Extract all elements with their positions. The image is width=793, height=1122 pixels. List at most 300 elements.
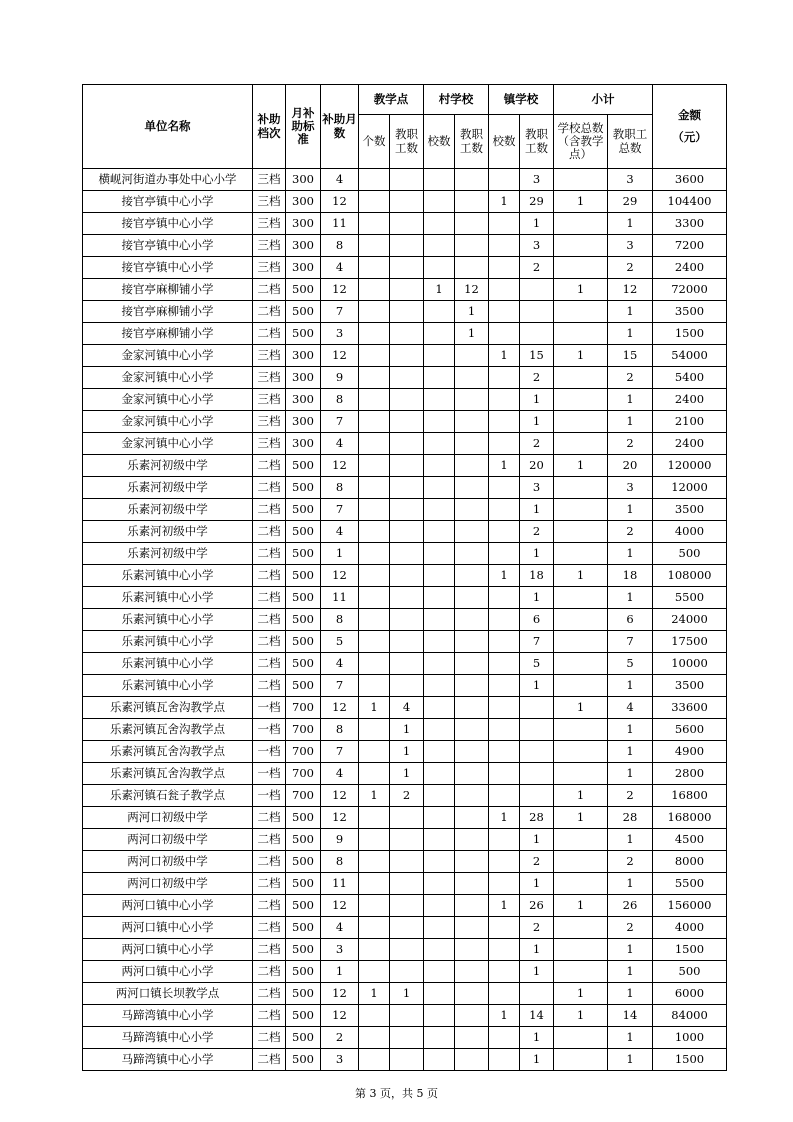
cell-vs-count <box>424 345 455 367</box>
cell-tp-count <box>359 345 390 367</box>
cell-monthly-standard: 700 <box>286 719 321 741</box>
table-row <box>83 477 727 499</box>
cell-monthly-standard: 700 <box>286 697 321 719</box>
cell-ts-count <box>489 851 520 873</box>
cell-unit-name: 两河口镇中心小学 <box>83 961 253 983</box>
cell-st-schools <box>554 235 608 257</box>
cell-ts-staff <box>520 785 554 807</box>
cell-tp-count <box>359 235 390 257</box>
cell-vs-count <box>424 983 455 1005</box>
cell-ts-count <box>489 389 520 411</box>
cell-st-schools <box>554 1027 608 1049</box>
cell-subsidy-months: 4 <box>321 433 359 455</box>
table-row <box>83 675 727 697</box>
cell-tp-count <box>359 587 390 609</box>
cell-subsidy-months: 7 <box>321 741 359 763</box>
cell-ts-count <box>489 763 520 785</box>
cell-vs-staff <box>455 939 489 961</box>
cell-amount: 3500 <box>653 301 727 323</box>
cell-subsidy-months: 9 <box>321 829 359 851</box>
cell-vs-staff <box>455 851 489 873</box>
cell-amount: 1000 <box>653 1027 727 1049</box>
cell-monthly-standard: 300 <box>286 367 321 389</box>
table-row <box>83 543 727 565</box>
cell-unit-name: 两河口初级中学 <box>83 829 253 851</box>
cell-amount: 5600 <box>653 719 727 741</box>
cell-st-staff: 3 <box>608 477 653 499</box>
cell-st-schools: 1 <box>554 565 608 587</box>
cell-monthly-standard: 300 <box>286 169 321 191</box>
cell-vs-count <box>424 213 455 235</box>
table-row <box>83 367 727 389</box>
cell-tp-staff <box>390 609 424 631</box>
table-row <box>83 433 727 455</box>
cell-ts-staff: 2 <box>520 521 554 543</box>
cell-st-staff: 1 <box>608 389 653 411</box>
cell-subsidy-tier: 一档 <box>253 741 286 763</box>
header-teaching-point: 教学点 <box>359 85 424 115</box>
cell-vs-count <box>424 499 455 521</box>
cell-ts-staff: 1 <box>520 389 554 411</box>
table-row <box>83 697 727 719</box>
table-row <box>83 345 727 367</box>
cell-subsidy-months: 3 <box>321 323 359 345</box>
cell-st-schools <box>554 1049 608 1071</box>
cell-st-staff: 1 <box>608 587 653 609</box>
cell-ts-count <box>489 1027 520 1049</box>
cell-tp-staff <box>390 389 424 411</box>
cell-ts-count <box>489 213 520 235</box>
cell-amount: 5500 <box>653 873 727 895</box>
header-subtotal: 小计 <box>554 85 653 115</box>
cell-ts-staff: 6 <box>520 609 554 631</box>
cell-tp-count <box>359 895 390 917</box>
cell-st-schools: 1 <box>554 895 608 917</box>
table-row <box>83 301 727 323</box>
cell-vs-count <box>424 697 455 719</box>
cell-tp-count <box>359 477 390 499</box>
cell-monthly-standard: 300 <box>286 257 321 279</box>
cell-vs-staff <box>455 719 489 741</box>
cell-vs-staff <box>455 235 489 257</box>
cell-subsidy-months: 1 <box>321 543 359 565</box>
cell-vs-count <box>424 301 455 323</box>
cell-unit-name: 乐素河镇中心小学 <box>83 609 253 631</box>
cell-vs-count <box>424 411 455 433</box>
cell-vs-count <box>424 257 455 279</box>
cell-ts-staff: 1 <box>520 587 554 609</box>
cell-subsidy-months: 4 <box>321 763 359 785</box>
cell-unit-name: 两河口初级中学 <box>83 873 253 895</box>
cell-amount: 33600 <box>653 697 727 719</box>
cell-st-schools <box>554 719 608 741</box>
cell-amount: 4500 <box>653 829 727 851</box>
cell-ts-count <box>489 697 520 719</box>
table-row <box>83 631 727 653</box>
cell-st-staff: 1 <box>608 323 653 345</box>
cell-subsidy-months: 12 <box>321 807 359 829</box>
cell-amount: 1500 <box>653 323 727 345</box>
cell-tp-count <box>359 939 390 961</box>
cell-vs-staff <box>455 741 489 763</box>
cell-st-schools <box>554 169 608 191</box>
cell-subsidy-months: 2 <box>321 1027 359 1049</box>
cell-vs-staff: 1 <box>455 301 489 323</box>
cell-amount: 2400 <box>653 257 727 279</box>
cell-ts-staff: 7 <box>520 631 554 653</box>
cell-subsidy-months: 12 <box>321 565 359 587</box>
cell-st-schools <box>554 433 608 455</box>
cell-tp-staff <box>390 675 424 697</box>
cell-vs-count <box>424 675 455 697</box>
cell-st-schools <box>554 257 608 279</box>
cell-st-schools <box>554 499 608 521</box>
cell-st-staff: 1 <box>608 741 653 763</box>
cell-tp-count <box>359 389 390 411</box>
cell-vs-count <box>424 367 455 389</box>
cell-vs-count <box>424 873 455 895</box>
cell-amount: 3500 <box>653 675 727 697</box>
cell-st-schools <box>554 631 608 653</box>
cell-unit-name: 乐素河镇石瓮子教学点 <box>83 785 253 807</box>
table-body <box>83 169 727 1071</box>
table-row <box>83 653 727 675</box>
cell-ts-count <box>489 719 520 741</box>
cell-ts-count <box>489 323 520 345</box>
cell-tp-staff <box>390 477 424 499</box>
cell-tp-staff <box>390 191 424 213</box>
cell-ts-staff: 1 <box>520 675 554 697</box>
cell-tp-staff <box>390 653 424 675</box>
cell-unit-name: 乐素河镇瓦舍沟教学点 <box>83 763 253 785</box>
cell-ts-count <box>489 917 520 939</box>
cell-st-schools <box>554 675 608 697</box>
cell-st-schools <box>554 851 608 873</box>
cell-tp-count: 1 <box>359 785 390 807</box>
header-tp-count: 个数 <box>359 115 390 169</box>
cell-st-staff: 7 <box>608 631 653 653</box>
cell-monthly-standard: 500 <box>286 829 321 851</box>
cell-ts-count <box>489 961 520 983</box>
cell-ts-count <box>489 653 520 675</box>
cell-ts-staff: 15 <box>520 345 554 367</box>
cell-tp-staff: 4 <box>390 697 424 719</box>
cell-unit-name: 乐素河初级中学 <box>83 499 253 521</box>
cell-vs-staff <box>455 961 489 983</box>
cell-vs-count <box>424 631 455 653</box>
cell-tp-count <box>359 521 390 543</box>
cell-tp-count <box>359 917 390 939</box>
cell-vs-count <box>424 433 455 455</box>
cell-unit-name: 金家河镇中心小学 <box>83 411 253 433</box>
cell-st-staff: 1 <box>608 411 653 433</box>
table-row <box>83 851 727 873</box>
cell-tp-staff <box>390 323 424 345</box>
cell-tp-count <box>359 1005 390 1027</box>
cell-amount: 2100 <box>653 411 727 433</box>
table-row <box>83 521 727 543</box>
cell-subsidy-months: 8 <box>321 851 359 873</box>
cell-st-schools <box>554 521 608 543</box>
cell-unit-name: 金家河镇中心小学 <box>83 433 253 455</box>
cell-ts-staff: 1 <box>520 1049 554 1071</box>
cell-subsidy-months: 12 <box>321 279 359 301</box>
cell-vs-count <box>424 741 455 763</box>
cell-ts-staff <box>520 301 554 323</box>
cell-st-schools <box>554 741 608 763</box>
cell-unit-name: 乐素河镇中心小学 <box>83 675 253 697</box>
table-row <box>83 1049 727 1071</box>
cell-vs-count <box>424 521 455 543</box>
cell-ts-count <box>489 367 520 389</box>
cell-tp-count <box>359 631 390 653</box>
cell-subsidy-tier: 二档 <box>253 1005 286 1027</box>
cell-unit-name: 乐素河初级中学 <box>83 455 253 477</box>
cell-vs-staff <box>455 829 489 851</box>
cell-tp-staff: 1 <box>390 719 424 741</box>
cell-ts-staff: 2 <box>520 851 554 873</box>
table-row <box>83 587 727 609</box>
cell-tp-count <box>359 565 390 587</box>
cell-monthly-standard: 500 <box>286 983 321 1005</box>
cell-tp-count <box>359 301 390 323</box>
cell-amount: 16800 <box>653 785 727 807</box>
cell-vs-staff <box>455 191 489 213</box>
cell-unit-name: 乐素河初级中学 <box>83 477 253 499</box>
cell-tp-count <box>359 675 390 697</box>
cell-tp-count <box>359 169 390 191</box>
cell-ts-staff: 14 <box>520 1005 554 1027</box>
cell-monthly-standard: 300 <box>286 411 321 433</box>
cell-ts-staff: 1 <box>520 543 554 565</box>
cell-unit-name: 接官亭镇中心小学 <box>83 257 253 279</box>
cell-subsidy-tier: 二档 <box>253 895 286 917</box>
cell-st-staff: 1 <box>608 873 653 895</box>
table-row <box>83 1005 727 1027</box>
cell-ts-count <box>489 939 520 961</box>
cell-subsidy-months: 5 <box>321 631 359 653</box>
cell-unit-name: 乐素河初级中学 <box>83 521 253 543</box>
cell-vs-staff <box>455 257 489 279</box>
table-row <box>83 983 727 1005</box>
cell-ts-staff: 2 <box>520 433 554 455</box>
cell-st-schools <box>554 873 608 895</box>
cell-vs-count <box>424 851 455 873</box>
table-row <box>83 917 727 939</box>
cell-monthly-standard: 500 <box>286 675 321 697</box>
cell-vs-count: 1 <box>424 279 455 301</box>
cell-vs-count <box>424 543 455 565</box>
header-vs-count: 校数 <box>424 115 455 169</box>
cell-vs-staff <box>455 213 489 235</box>
cell-ts-count <box>489 521 520 543</box>
cell-st-schools <box>554 609 608 631</box>
cell-ts-count <box>489 279 520 301</box>
cell-tp-staff <box>390 917 424 939</box>
cell-amount: 2400 <box>653 389 727 411</box>
cell-tp-count <box>359 873 390 895</box>
cell-ts-count <box>489 169 520 191</box>
cell-vs-staff <box>455 983 489 1005</box>
cell-monthly-standard: 500 <box>286 873 321 895</box>
cell-subsidy-tier: 二档 <box>253 279 286 301</box>
cell-amount: 17500 <box>653 631 727 653</box>
cell-tp-staff <box>390 631 424 653</box>
cell-monthly-standard: 300 <box>286 213 321 235</box>
cell-vs-staff <box>455 895 489 917</box>
cell-tp-staff <box>390 455 424 477</box>
cell-unit-name: 金家河镇中心小学 <box>83 389 253 411</box>
cell-st-schools: 1 <box>554 191 608 213</box>
cell-st-schools: 1 <box>554 785 608 807</box>
cell-subsidy-tier: 一档 <box>253 763 286 785</box>
cell-unit-name: 两河口镇长坝教学点 <box>83 983 253 1005</box>
table-row <box>83 895 727 917</box>
cell-monthly-standard: 500 <box>286 543 321 565</box>
cell-vs-staff <box>455 345 489 367</box>
cell-vs-count <box>424 455 455 477</box>
cell-ts-count <box>489 785 520 807</box>
cell-st-staff: 1 <box>608 983 653 1005</box>
cell-monthly-standard: 300 <box>286 191 321 213</box>
cell-vs-staff <box>455 763 489 785</box>
cell-amount: 84000 <box>653 1005 727 1027</box>
cell-st-schools <box>554 829 608 851</box>
table-row <box>83 235 727 257</box>
cell-ts-staff: 1 <box>520 213 554 235</box>
cell-st-staff: 1 <box>608 829 653 851</box>
cell-ts-staff: 2 <box>520 367 554 389</box>
cell-st-schools: 1 <box>554 983 608 1005</box>
cell-vs-count <box>424 1049 455 1071</box>
cell-st-staff: 26 <box>608 895 653 917</box>
cell-subsidy-months: 7 <box>321 411 359 433</box>
cell-vs-staff <box>455 587 489 609</box>
cell-amount: 6000 <box>653 983 727 1005</box>
cell-tp-count <box>359 367 390 389</box>
table-row <box>83 279 727 301</box>
cell-ts-count: 1 <box>489 191 520 213</box>
cell-ts-staff: 20 <box>520 455 554 477</box>
cell-vs-staff <box>455 543 489 565</box>
cell-vs-count <box>424 895 455 917</box>
cell-tp-staff <box>390 367 424 389</box>
cell-unit-name: 两河口初级中学 <box>83 807 253 829</box>
cell-ts-count <box>489 477 520 499</box>
cell-ts-count <box>489 609 520 631</box>
table-row <box>83 807 727 829</box>
cell-tp-count <box>359 323 390 345</box>
cell-ts-staff: 2 <box>520 257 554 279</box>
cell-subsidy-tier: 二档 <box>253 301 286 323</box>
cell-tp-staff <box>390 257 424 279</box>
cell-tp-count <box>359 411 390 433</box>
cell-st-schools <box>554 477 608 499</box>
cell-unit-name: 两河口镇中心小学 <box>83 895 253 917</box>
header-town-school: 镇学校 <box>489 85 554 115</box>
cell-st-staff: 29 <box>608 191 653 213</box>
cell-st-staff: 3 <box>608 235 653 257</box>
cell-vs-count <box>424 191 455 213</box>
cell-vs-staff <box>455 521 489 543</box>
cell-st-schools: 1 <box>554 345 608 367</box>
page-footer: 第 3 页，共 5 页 <box>355 1087 438 1100</box>
cell-ts-staff: 1 <box>520 1027 554 1049</box>
cell-unit-name: 两河口初级中学 <box>83 851 253 873</box>
cell-subsidy-months: 7 <box>321 301 359 323</box>
cell-subsidy-tier: 二档 <box>253 961 286 983</box>
cell-unit-name: 接官亭麻柳铺小学 <box>83 301 253 323</box>
cell-ts-count <box>489 829 520 851</box>
header-tp-staff: 教职工数 <box>390 115 424 169</box>
cell-tp-staff <box>390 279 424 301</box>
cell-subsidy-months: 12 <box>321 895 359 917</box>
cell-tp-staff <box>390 1049 424 1071</box>
cell-subsidy-tier: 三档 <box>253 389 286 411</box>
cell-tp-staff <box>390 895 424 917</box>
cell-monthly-standard: 500 <box>286 1005 321 1027</box>
cell-st-schools <box>554 917 608 939</box>
cell-st-schools <box>554 411 608 433</box>
cell-st-staff: 1 <box>608 499 653 521</box>
header-monthly-standard: 月补助标准 <box>286 85 321 169</box>
cell-subsidy-months: 8 <box>321 477 359 499</box>
cell-vs-staff <box>455 807 489 829</box>
cell-st-schools <box>554 939 608 961</box>
cell-subsidy-months: 12 <box>321 983 359 1005</box>
cell-ts-staff <box>520 741 554 763</box>
table-row <box>83 169 727 191</box>
cell-ts-staff: 1 <box>520 961 554 983</box>
cell-vs-count <box>424 917 455 939</box>
cell-ts-staff: 3 <box>520 169 554 191</box>
table-row <box>83 389 727 411</box>
cell-ts-count <box>489 587 520 609</box>
cell-vs-count <box>424 763 455 785</box>
cell-st-schools <box>554 763 608 785</box>
cell-vs-staff <box>455 785 489 807</box>
cell-subsidy-tier: 二档 <box>253 565 286 587</box>
cell-subsidy-tier: 三档 <box>253 433 286 455</box>
cell-monthly-standard: 300 <box>286 235 321 257</box>
cell-amount: 24000 <box>653 609 727 631</box>
cell-subsidy-tier: 二档 <box>253 983 286 1005</box>
cell-ts-count <box>489 235 520 257</box>
cell-st-schools <box>554 961 608 983</box>
header-subsidy-tier: 补助档次 <box>253 85 286 169</box>
table-row <box>83 785 727 807</box>
cell-unit-name: 马蹄湾镇中心小学 <box>83 1027 253 1049</box>
cell-vs-count <box>424 653 455 675</box>
table-row <box>83 213 727 235</box>
cell-monthly-standard: 500 <box>286 455 321 477</box>
cell-vs-staff <box>455 499 489 521</box>
cell-st-schools <box>554 367 608 389</box>
cell-amount: 3300 <box>653 213 727 235</box>
cell-st-schools <box>554 653 608 675</box>
cell-ts-staff: 5 <box>520 653 554 675</box>
table-row <box>83 257 727 279</box>
cell-ts-count <box>489 741 520 763</box>
cell-tp-staff <box>390 939 424 961</box>
cell-tp-staff <box>390 213 424 235</box>
cell-tp-count: 1 <box>359 697 390 719</box>
table-row <box>83 873 727 895</box>
cell-subsidy-tier: 二档 <box>253 829 286 851</box>
cell-st-schools <box>554 301 608 323</box>
cell-tp-staff <box>390 543 424 565</box>
cell-amount: 54000 <box>653 345 727 367</box>
